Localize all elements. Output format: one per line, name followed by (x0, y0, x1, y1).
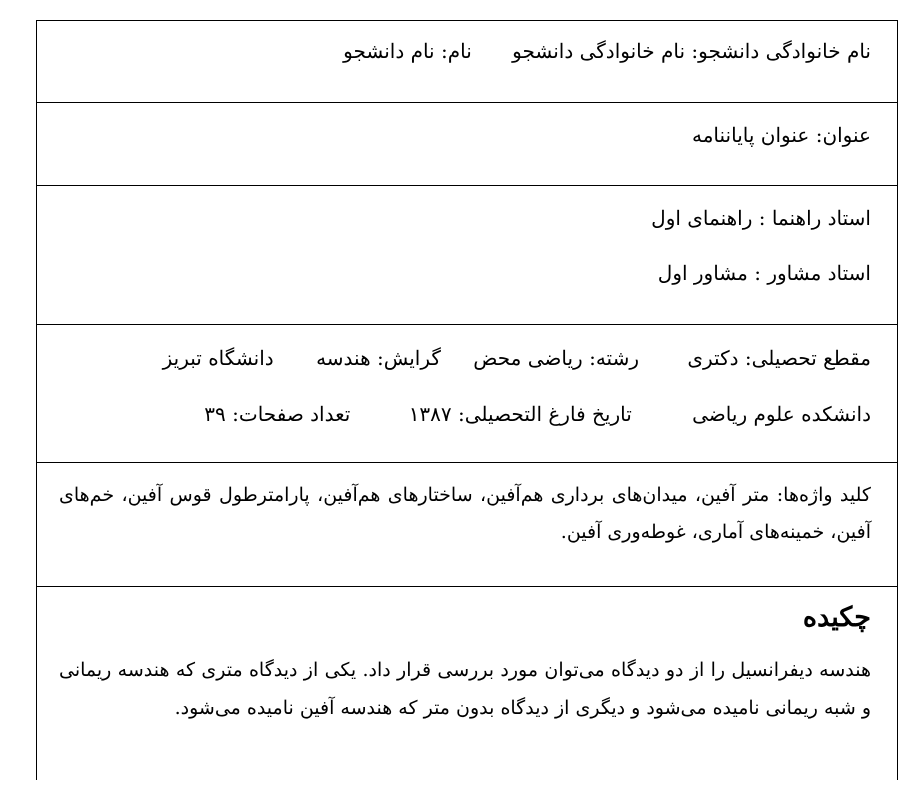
title-label: عنوان: (815, 123, 871, 147)
field-label: رشته: (589, 346, 639, 370)
supervisor-value: راهنمای اول (651, 206, 753, 230)
level-label: مقطع تحصیلی: (744, 346, 871, 370)
first-name-label: نام: (440, 39, 472, 63)
degree-line-1 (63, 344, 871, 372)
level-value: دکتری (687, 346, 739, 370)
keywords-label: کلید واژه‌ها: (776, 484, 871, 506)
consultant-line (63, 259, 871, 287)
first-name-value: نام دانشجو (343, 39, 435, 63)
pages-value: ۳۹ (204, 402, 226, 426)
keywords-row (37, 463, 897, 587)
specialty-value: هندسه (316, 346, 371, 370)
first-name-field (343, 37, 472, 65)
family-name-value: نام خانوادگی دانشجو (512, 39, 686, 63)
supervisor-label: استاد راهنما : (758, 206, 871, 230)
title-row (37, 103, 897, 186)
title-line (63, 121, 871, 149)
family-name-label: نام خانوادگی دانشجو: (691, 39, 871, 63)
consultant-value: مشاور اول (657, 261, 748, 285)
graduation-label: تاریخ فارغ التحصیلی: (458, 402, 632, 426)
keywords-paragraph (59, 477, 871, 551)
field-value: ریاضی محض (473, 346, 583, 370)
degree-line-2 (63, 400, 871, 428)
university-name: دانشگاه تبریز (162, 346, 274, 370)
abstract-row (37, 587, 897, 787)
abstract-heading: چکیده (802, 602, 871, 633)
degree-row (37, 325, 897, 463)
abstract-text: هندسه دیفرانسیل را از دو دیدگاه می‌توان مورد بررسی قرار داد. یکی از دیدگاه متری که هندسه ریمانی و شبه ریمانی نامیده می‌شود و دیگری از دیدگاه بدون متر که هندسه آفین نامیده می‌شود. (59, 659, 871, 719)
supervisor-line (63, 204, 871, 232)
student-row (37, 21, 897, 103)
consultant-label: استاد مشاور : (754, 261, 871, 285)
family-name-field (512, 37, 871, 65)
student-line (63, 37, 871, 65)
graduation-field (409, 400, 632, 428)
pages-field (204, 400, 350, 428)
thesis-info-table (36, 20, 898, 780)
pages-label: تعداد صفحات: (232, 402, 351, 426)
keywords-text: متر آفین، میدان‌های برداری هم‌آفین، ساختارهای هم‌آفین، پارامترطول قوس آفین، خم‌های آفین، خمینه‌های آماری، غوطه‌وری آفین. (59, 484, 871, 543)
graduation-value: ۱۳۸۷ (408, 402, 452, 426)
specialty-label: گرایش: (376, 346, 441, 370)
title-value: عنوان پایاننامه (691, 123, 810, 147)
specialty-field (316, 344, 441, 372)
advisors-row (37, 186, 897, 325)
field-field (473, 344, 639, 372)
level-field (687, 344, 871, 372)
faculty-name: دانشکده علوم ریاضی (692, 402, 871, 426)
